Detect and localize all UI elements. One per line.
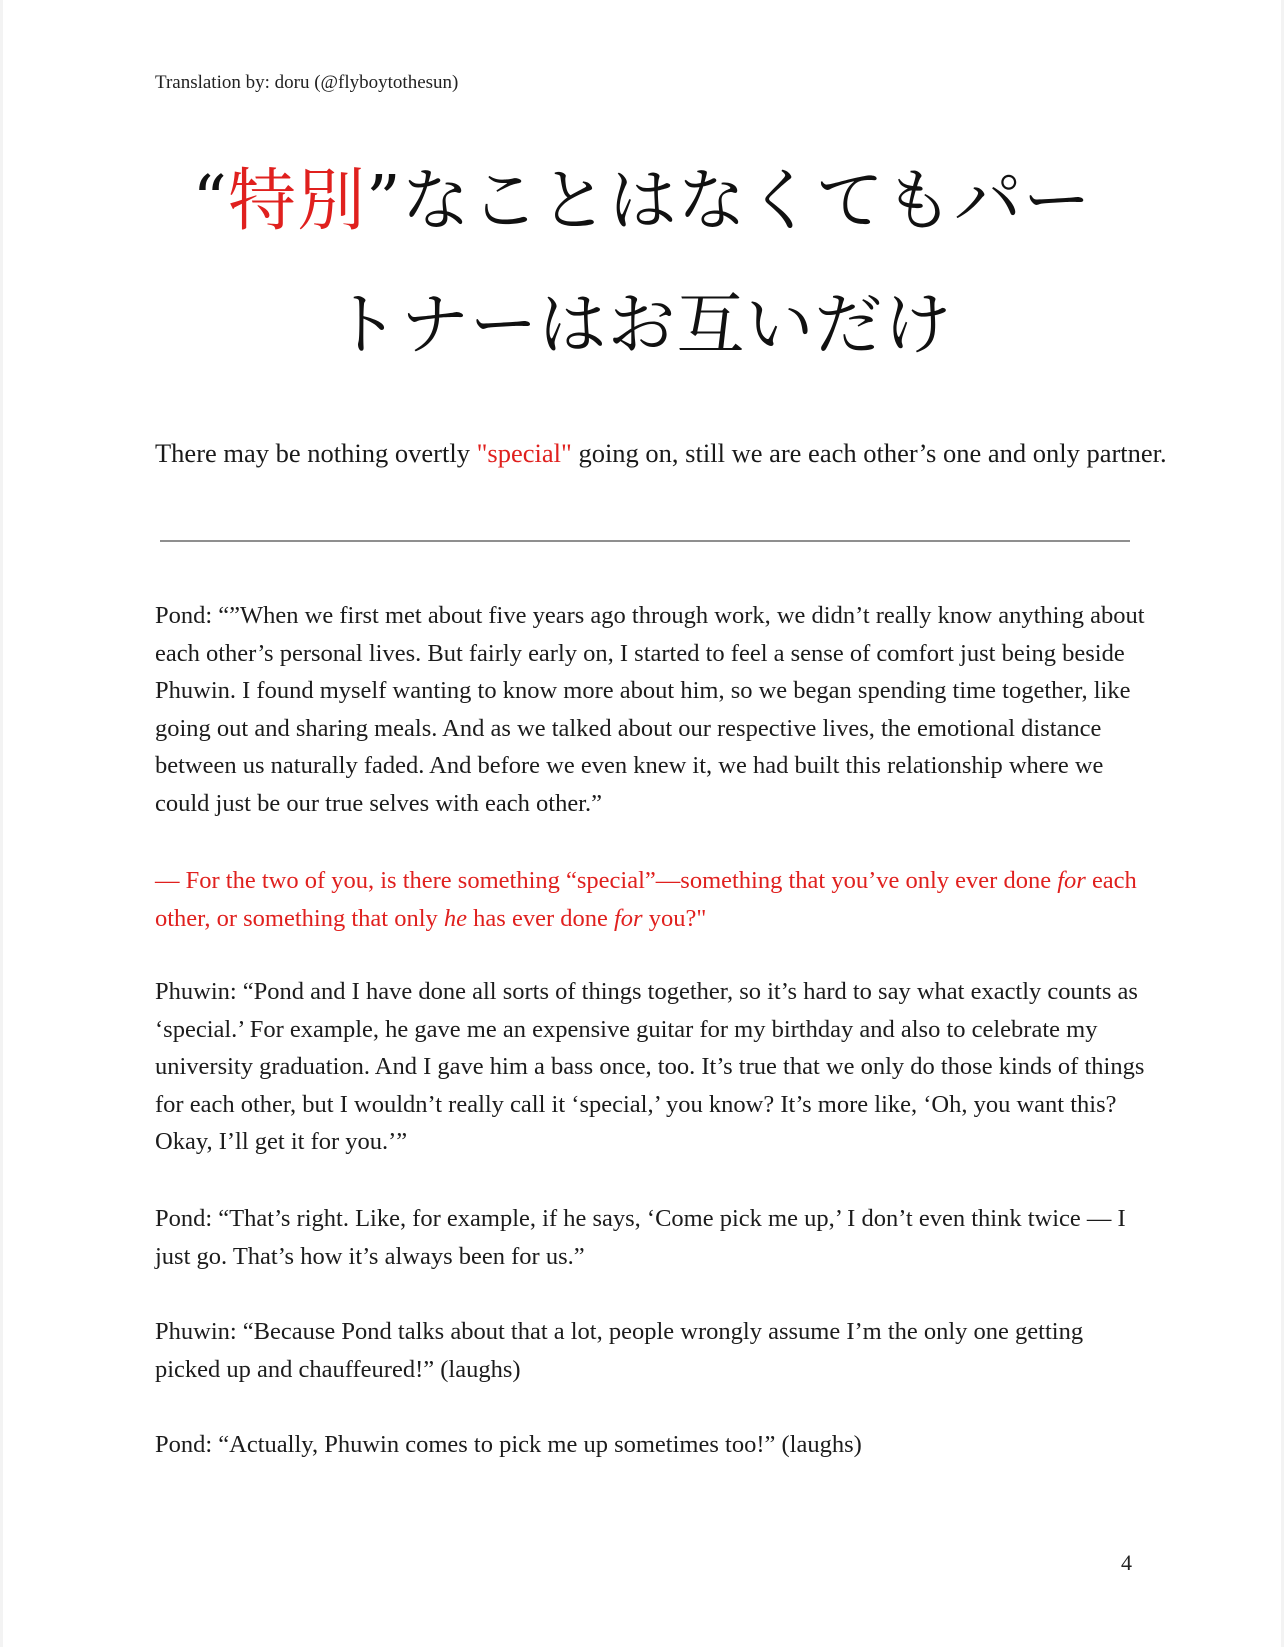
subtitle-before: There may be nothing overtly — [155, 438, 477, 468]
english-subtitle — [155, 438, 1167, 469]
title-open-quote: “ — [192, 162, 228, 241]
question-text-4: you?" — [642, 904, 707, 932]
question-text-1: — For the two of you, is there something “special”—something that you’ve only ever done — [155, 867, 1058, 894]
paragraph-pond-1: Pond: “”When we first met about five years ago through work, we didn’t really know anything about each other’s personal lives. But fairly early on, I started to feel a sense of comfort just being beside Phuwin. I found myself wanting to know more about him, so we began spending time together, like going out and sharing meals. And as we talked about our respective lives, the emotional distance between us naturally faded. And before we even knew it, we had built this relationship where we could just be our true selves with each other.” — [155, 602, 1145, 817]
title-highlight: 特別 — [227, 162, 366, 241]
question-text-3: has ever done — [467, 904, 614, 932]
paragraph-phuwin-2: Phuwin: “Because Pond talks about that a lot, people wrongly assume I’m the only one getting picked up and chauffeured!” (laughs) — [155, 1318, 1084, 1383]
question-emphasis-2: he — [443, 904, 468, 932]
question-emphasis-1: for — [1057, 867, 1086, 894]
paragraph-phuwin-1: Phuwin: “Pond and I have done all sorts of things together, so it’s hard to say what exactly counts as ‘special.’ For example, he gave me an expensive guitar for my birthday and also to celebrate my university graduation. And I gave him a bass once, too. It’s true that we only do those kinds of things for each other, but I wouldn’t really call it ‘special,’ you know? It’s more like, ‘Oh, you want this? Okay, I’ll get it for you.’” — [155, 978, 1145, 1155]
translation-credit: Translation by: doru (@flyboytothesun) — [155, 72, 459, 93]
question-emphasis-3: for — [613, 904, 643, 932]
paragraph-pond-3: Pond: “Actually, Phuwin comes to pick me up sometimes too!” (laughs) — [155, 1431, 862, 1458]
japanese-title — [103, 140, 1181, 388]
title-rest: ”なことはなくてもパー — [366, 162, 1092, 241]
question-text-2: each other, or something that only — [155, 867, 1137, 932]
section-divider — [160, 540, 1130, 542]
title-line-1 — [103, 140, 1181, 264]
subtitle-highlight: "special" — [476, 438, 572, 468]
document-page — [3, 0, 1281, 1647]
page-number: 4 — [1121, 1550, 1132, 1575]
interview-question — [155, 862, 1145, 937]
subtitle-after: going on, still we are each other’s one and only partner. — [571, 438, 1167, 468]
title-line-2: トナーはお互いだけ — [331, 286, 953, 365]
paragraph-pond-2: Pond: “That’s right. Like, for example, if he says, ‘Come pick me up,’ I don’t even think twice — I just go. That’s how it’s always been for us.” — [155, 1205, 1126, 1270]
